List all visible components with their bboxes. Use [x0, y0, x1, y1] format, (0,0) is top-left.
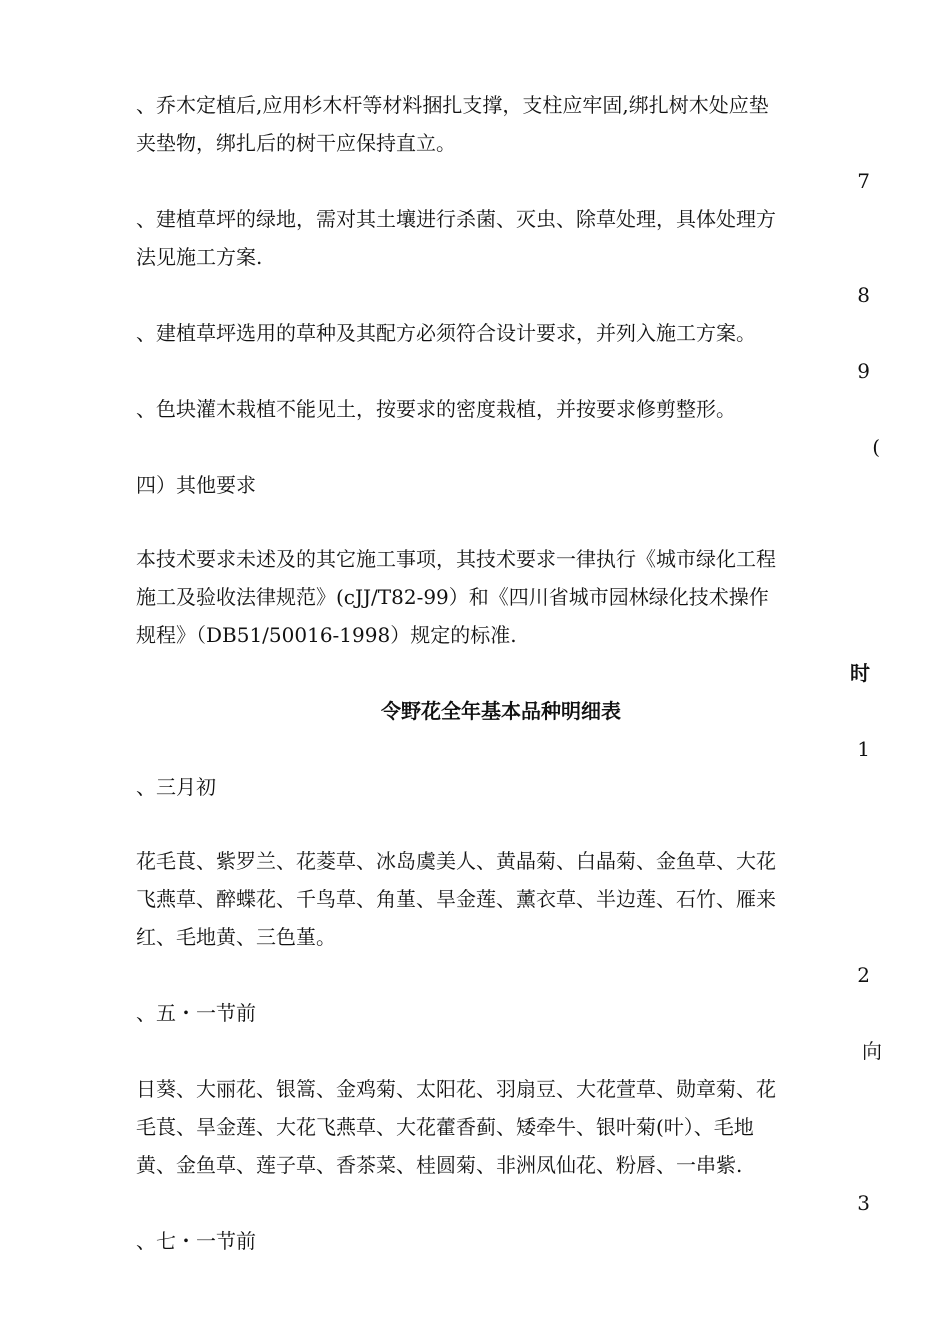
paragraph-lawn-soil-line-1: 、建植草坪的绿地，需对其土壤进行杀菌、灭虫、除草处理，具体处理方	[136, 207, 776, 231]
paragraph-grass-species: 、建植草坪选用的草种及其配方必须符合设计要求，并列入施工方案。	[136, 321, 756, 345]
flower-list-may-line-1: 日葵、大丽花、银篙、金鸡菊、太阳花、羽扇豆、大花萱草、勋章菊、花	[136, 1077, 776, 1101]
paragraph-tree-support-line-1: 、乔木定植后,应用杉木杆等材料捆扎支撑，支柱应牢固,绑扎树木处应垫	[136, 93, 769, 117]
flower-list-may-line-3: 黄、金鱼草、莲子草、香茶菜、桂圆菊、非洲凤仙花、粉唇、一串紫.	[136, 1153, 743, 1177]
paragraph-color-shrubs: 、色块灌木栽植不能见土，按要求的密度栽植，并按要求修剪整形。	[136, 397, 736, 421]
item-number-9: 9	[857, 359, 870, 383]
table-title: 令野花全年基本品种明细表	[381, 699, 621, 723]
flower-list-march-line-2: 飞燕草、醉蝶花、千鸟草、角堇、旱金莲、薰衣草、半边莲、石竹、雁来	[136, 887, 776, 911]
item-number-3: 3	[857, 1191, 870, 1215]
flower-list-march-line-1: 花毛茛、紫罗兰、花菱草、冰岛虞美人、黄晶菊、白晶菊、金鱼草、大花	[136, 849, 776, 873]
subheading-before-may-day: 、五・一节前	[136, 1001, 256, 1025]
flower-list-march-line-3: 红、毛地黄、三色堇。	[136, 925, 336, 949]
subheading-before-july-first: 、七・一节前	[136, 1229, 256, 1253]
paragraph-tech-standard-line-1: 本技术要求未述及的其它施工事项，其技术要求一律执行《城市绿化工程	[136, 547, 776, 571]
item-number-1: 1	[857, 737, 870, 761]
item-number-7: 7	[857, 169, 870, 193]
paragraph-lawn-soil-line-2: 法见施工方案.	[136, 245, 263, 269]
open-paren: (	[872, 435, 880, 459]
section-other-requirements: 四）其他要求	[136, 473, 256, 497]
paragraph-tech-standard-line-3: 规程》（DB51/50016-1998）规定的标准.	[136, 623, 517, 647]
subheading-early-march: 、三月初	[136, 775, 216, 799]
item-number-2: 2	[857, 963, 870, 987]
char-shi: 时	[850, 661, 870, 685]
char-xiang: 向	[862, 1039, 882, 1063]
paragraph-tech-standard-line-2: 施工及验收法律规范》(cJJ/T82-99）和《四川省城市园林绿化技术操作	[136, 585, 769, 609]
item-number-8: 8	[857, 283, 870, 307]
flower-list-may-line-2: 毛茛、旱金莲、大花飞燕草、大花藿香蓟、矮牵牛、银叶菊(叶）、毛地	[136, 1115, 754, 1139]
paragraph-tree-support-line-2: 夹垫物，绑扎后的树干应保持直立。	[136, 131, 456, 155]
